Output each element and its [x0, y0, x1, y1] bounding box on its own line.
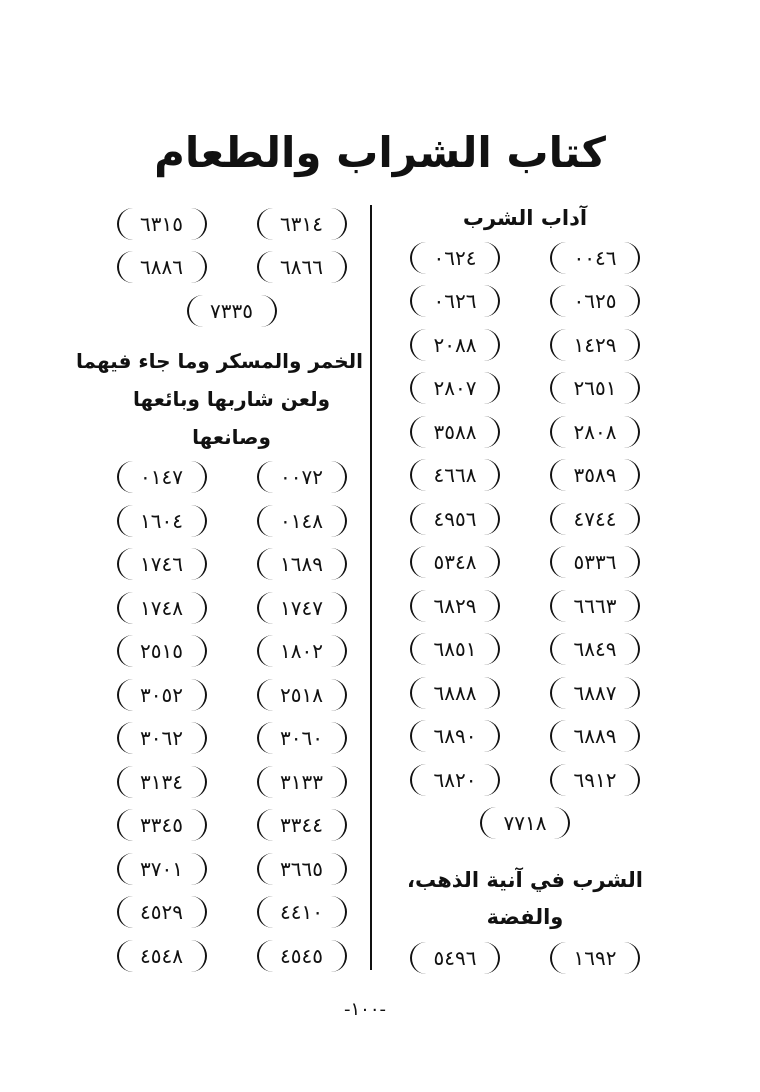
hadith-number: ٠١٤٧: [117, 461, 207, 493]
hadith-number: ٠٦٢٦: [410, 285, 500, 317]
number-row: [395, 715, 655, 759]
hadith-number: ١٧٤٦: [117, 548, 207, 580]
hadith-number: ٢٠٨٨: [410, 329, 500, 361]
hadith-number: ٣٦٦٥: [257, 853, 347, 885]
page-number: -١٠٠-: [343, 999, 386, 1020]
hadith-number: ٦٣١٤: [257, 208, 347, 240]
number-row: [100, 586, 363, 630]
hadith-number: ٣٠٥٢: [117, 679, 207, 711]
hadith-number: ٦٩١٢: [550, 764, 640, 796]
hadith-number: ٢٨٠٧: [410, 372, 500, 404]
number-row: [395, 236, 655, 280]
hadith-number: ٥٣٤٨: [410, 546, 500, 578]
hadith-number: ١٤٢٩: [550, 329, 640, 361]
number-row: [395, 367, 655, 411]
hadith-number: ٦٨٨٨: [410, 677, 500, 709]
number-rows: [100, 202, 363, 289]
number-rows: [395, 936, 655, 980]
hadith-number: ٠١٤٨: [257, 505, 347, 537]
heading-line: الخمر والمسكر وما جاء فيهما: [76, 348, 363, 373]
number-row: [100, 717, 363, 761]
number-rows: [100, 456, 363, 978]
hadith-number: ٢٨٠٨: [550, 416, 640, 448]
hadith-number: ٠٦٢٤: [410, 242, 500, 274]
hadith-number: ٥٤٩٦: [410, 942, 500, 974]
number-row: [100, 891, 363, 935]
hadith-number: ٤٥٤٥: [257, 940, 347, 972]
hadith-number: ٤٦٦٨: [410, 459, 500, 491]
number-row: [395, 936, 655, 980]
hadith-number: ٣١٣٣: [257, 766, 347, 798]
hadith-number: ٤٧٤٤: [550, 503, 640, 535]
hadith-number: ١٨٠٢: [257, 635, 347, 667]
heading-line: والفضة: [486, 905, 564, 929]
number-row: [395, 628, 655, 672]
number-row: [395, 584, 655, 628]
number-row: [100, 673, 363, 717]
hadith-number: ٣١٣٤: [117, 766, 207, 798]
hadith-number: ٦٨٥١: [410, 633, 500, 665]
hadith-number: ٣٣٤٤: [257, 809, 347, 841]
number-rows: [395, 236, 655, 802]
hadith-number: ٦٨٨٩: [550, 720, 640, 752]
hadith-number: ٦٨٨٦: [117, 251, 207, 283]
section-heading-wine-intoxicants: [76, 342, 363, 456]
heading-line: وصانعها: [192, 424, 271, 449]
hadith-number: ٢٥١٨: [257, 679, 347, 711]
hadith-number: ٧٧١٨: [480, 807, 570, 839]
hadith-number: ٣٠٦٠: [257, 722, 347, 754]
hadith-number: ١٦٩٢: [550, 942, 640, 974]
hadith-number: ٦٦٦٣: [550, 590, 640, 622]
hadith-number: ٦٨٦٦: [257, 251, 347, 283]
hadith-number: ٦٨٢٩: [410, 590, 500, 622]
hadith-number: ٦٨٤٩: [550, 633, 640, 665]
number-row: [100, 847, 363, 891]
right-column: [395, 200, 655, 980]
column-divider: [370, 205, 372, 970]
left-column: [76, 202, 363, 978]
number-row: [100, 760, 363, 804]
hadith-number: ٣٣٤٥: [117, 809, 207, 841]
hadith-number: ٣٧٠١: [117, 853, 207, 885]
hadith-number: ٦٣١٥: [117, 208, 207, 240]
hadith-number: ٣٥٨٨: [410, 416, 500, 448]
hadith-number: ٦٨٨٧: [550, 677, 640, 709]
number-row: [395, 758, 655, 802]
section-heading-gold-silver-vessels: [395, 862, 655, 936]
hadith-number: ٠٠٤٦: [550, 242, 640, 274]
number-row: [395, 497, 655, 541]
hadith-number: ٠٠٧٢: [257, 461, 347, 493]
single-number-row: [100, 289, 363, 333]
hadith-number: ٠٦٢٥: [550, 285, 640, 317]
hadith-number: ٥٣٣٦: [550, 546, 640, 578]
hadith-number: ٣٠٦٢: [117, 722, 207, 754]
number-row: [100, 499, 363, 543]
number-row: [100, 202, 363, 246]
number-row: [100, 543, 363, 587]
hadith-number: ٤٥٢٩: [117, 896, 207, 928]
number-row: [395, 541, 655, 585]
hadith-number: ١٦٠٤: [117, 505, 207, 537]
book-title: كتاب الشراب والطعام: [154, 128, 606, 177]
section-heading-drinking-etiquette: [395, 200, 655, 236]
number-row: [395, 671, 655, 715]
heading-line: الشرب في آنية الذهب،: [407, 868, 643, 892]
hadith-number: ١٧٤٧: [257, 592, 347, 624]
single-number-row: [395, 802, 655, 846]
hadith-number: ١٦٨٩: [257, 548, 347, 580]
hadith-number: ٤٤١٠: [257, 896, 347, 928]
number-row: [395, 410, 655, 454]
number-row: [100, 630, 363, 674]
hadith-number: ٧٣٣٥: [187, 295, 277, 327]
number-row: [100, 934, 363, 978]
heading-line: ولعن شاربها وبائعها: [132, 386, 331, 411]
hadith-number: ٣٥٨٩: [550, 459, 640, 491]
hadith-number: ٦٨٢٠: [410, 764, 500, 796]
number-row: [100, 456, 363, 500]
number-row: [395, 454, 655, 498]
number-row: [100, 246, 363, 290]
hadith-number: ٢٦٥١: [550, 372, 640, 404]
hadith-number: ٤٥٤٨: [117, 940, 207, 972]
hadith-number: ٤٩٥٦: [410, 503, 500, 535]
heading-line: آداب الشرب: [462, 206, 588, 230]
number-row: [100, 804, 363, 848]
number-row: [395, 280, 655, 324]
number-row: [395, 323, 655, 367]
hadith-number: ٢٥١٥: [117, 635, 207, 667]
hadith-number: ٦٨٩٠: [410, 720, 500, 752]
hadith-number: ١٧٤٨: [117, 592, 207, 624]
